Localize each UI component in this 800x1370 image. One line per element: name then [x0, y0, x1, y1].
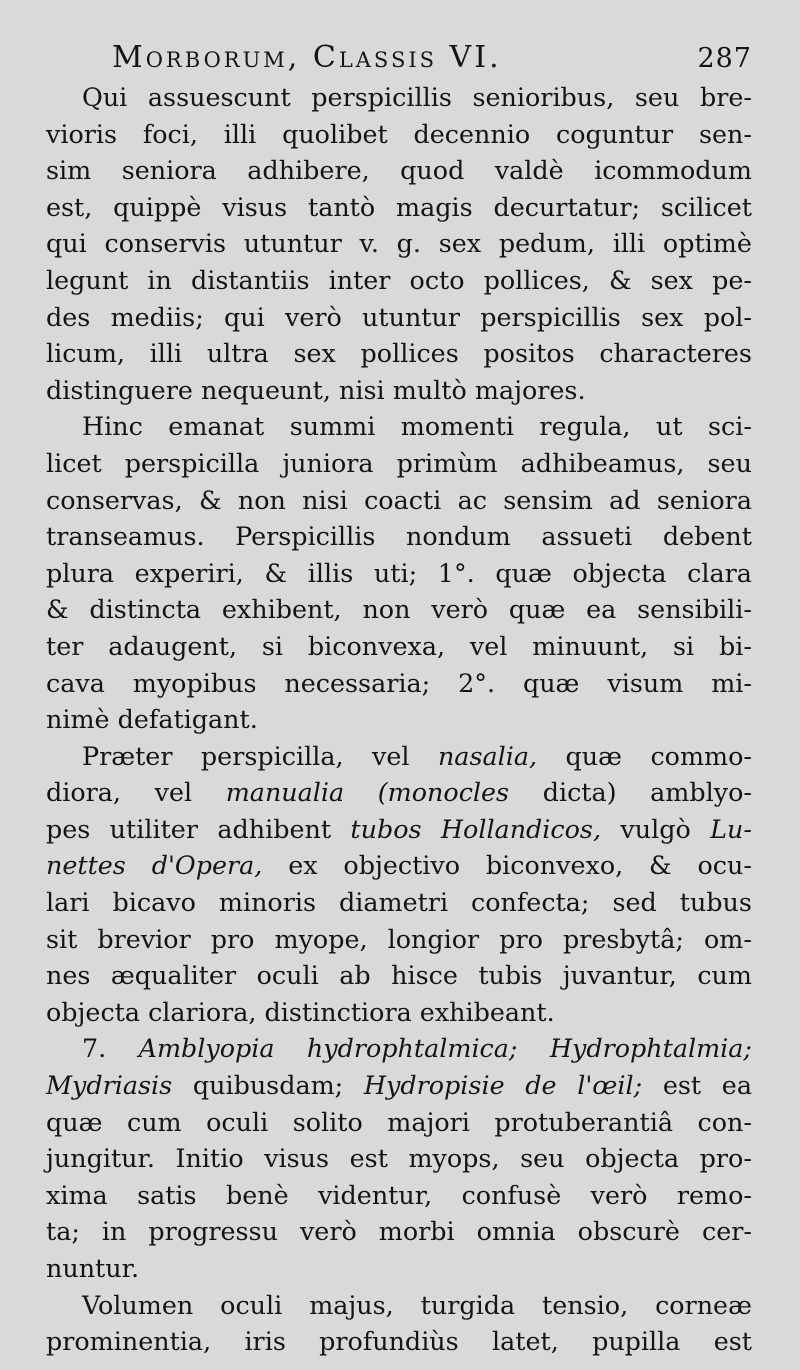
text-line: quæ cum oculi solito majori protuberantiâ con-	[46, 1106, 752, 1137]
text-line: Præter perspicilla, vel nasalia, quæ commo-	[82, 740, 752, 771]
text-line: des mediis; qui verò utuntur perspicillis sex pol-	[46, 301, 752, 332]
page-number: 287	[697, 43, 752, 74]
text-line: licet perspicilla juniora primùm adhibeamus, seu	[46, 447, 752, 478]
text-line: Volumen oculi majus, turgida tensio, corneæ	[82, 1289, 752, 1320]
text-line: lari bicavo minoris diametri confecta; sed tubus	[46, 887, 752, 918]
text-line: conservas, & non nisi coacti ac sensim ad seniora	[46, 484, 752, 515]
text-line: licum, illi ultra sex pollices positos characteres	[46, 338, 752, 369]
text-line: cava myopibus necessaria; 2°. quæ visum mi-	[46, 667, 752, 698]
text-line: 7. Amblyopia hydrophtalmica; Hydrophtalmia;	[82, 1033, 752, 1064]
text-line: transeamus. Perspicillis nondum assueti debent	[46, 521, 752, 552]
text-line: & distincta exhibent, non verò quæ ea sensibili-	[46, 594, 752, 625]
text-line: ter adaugent, si biconvexa, vel minuunt, si bi-	[46, 630, 752, 661]
text-line: objecta clariora, distinctiora exhibeant.	[46, 996, 555, 1027]
text-line: plura experiri, & illis uti; 1°. quæ objecta clara	[46, 557, 752, 588]
text-line: xima satis benè videntur, confusè verò remo-	[46, 1179, 752, 1210]
text-line: nes æqualiter oculi ab hisce tubis juvantur, cum	[46, 960, 752, 991]
text-line: distinguere nequeunt, nisi multò majores.	[46, 374, 586, 405]
text-line: jungitur. Initio visus est myops, seu objecta pro-	[46, 1143, 752, 1174]
body-text	[46, 79, 752, 1360]
text-line: nimè defatigant.	[46, 704, 258, 735]
running-head	[46, 38, 752, 79]
text-line: nuntur.	[46, 1253, 140, 1283]
text-line: est, quippè visus tantò magis decurtatur; scilicet	[46, 191, 752, 222]
text-line: sim seniora adhibere, quod valdè icommodum	[46, 155, 752, 186]
text-line: nettes d'Opera, ex objectivo biconvexo, & ocu-	[46, 850, 752, 881]
text-line: diora, vel manualia (monocles dicta) amblyo-	[46, 777, 752, 808]
running-head-title: Morborum, Classis VI.	[112, 40, 502, 75]
text-line: qui conservis utuntur v. g. sex pedum, illi optimè	[46, 228, 752, 259]
text-line: prominentia, iris profundiùs latet, pupilla est	[46, 1326, 752, 1357]
text-line: Mydriasis quibusdam; Hydropisie de l'œil; est ea	[46, 1070, 752, 1101]
text-line: vioris foci, illi quolibet decennio coguntur sen-	[46, 118, 752, 149]
text-line: sit brevior pro myope, longior pro presbytâ; om-	[46, 923, 752, 954]
text-line: pes utiliter adhibent tubos Hollandicos, vulgò Lu-	[46, 813, 752, 844]
text-line: ta; in progressu verò morbi omnia obscurè cer-	[46, 1216, 752, 1247]
text-line: Qui assuescunt perspicillis senioribus, seu bre-	[82, 82, 752, 112]
text-line: Hinc emanat summi momenti regula, ut sci-	[82, 411, 752, 442]
text-line: legunt in distantiis inter octo pollices, & sex pe-	[46, 264, 752, 295]
